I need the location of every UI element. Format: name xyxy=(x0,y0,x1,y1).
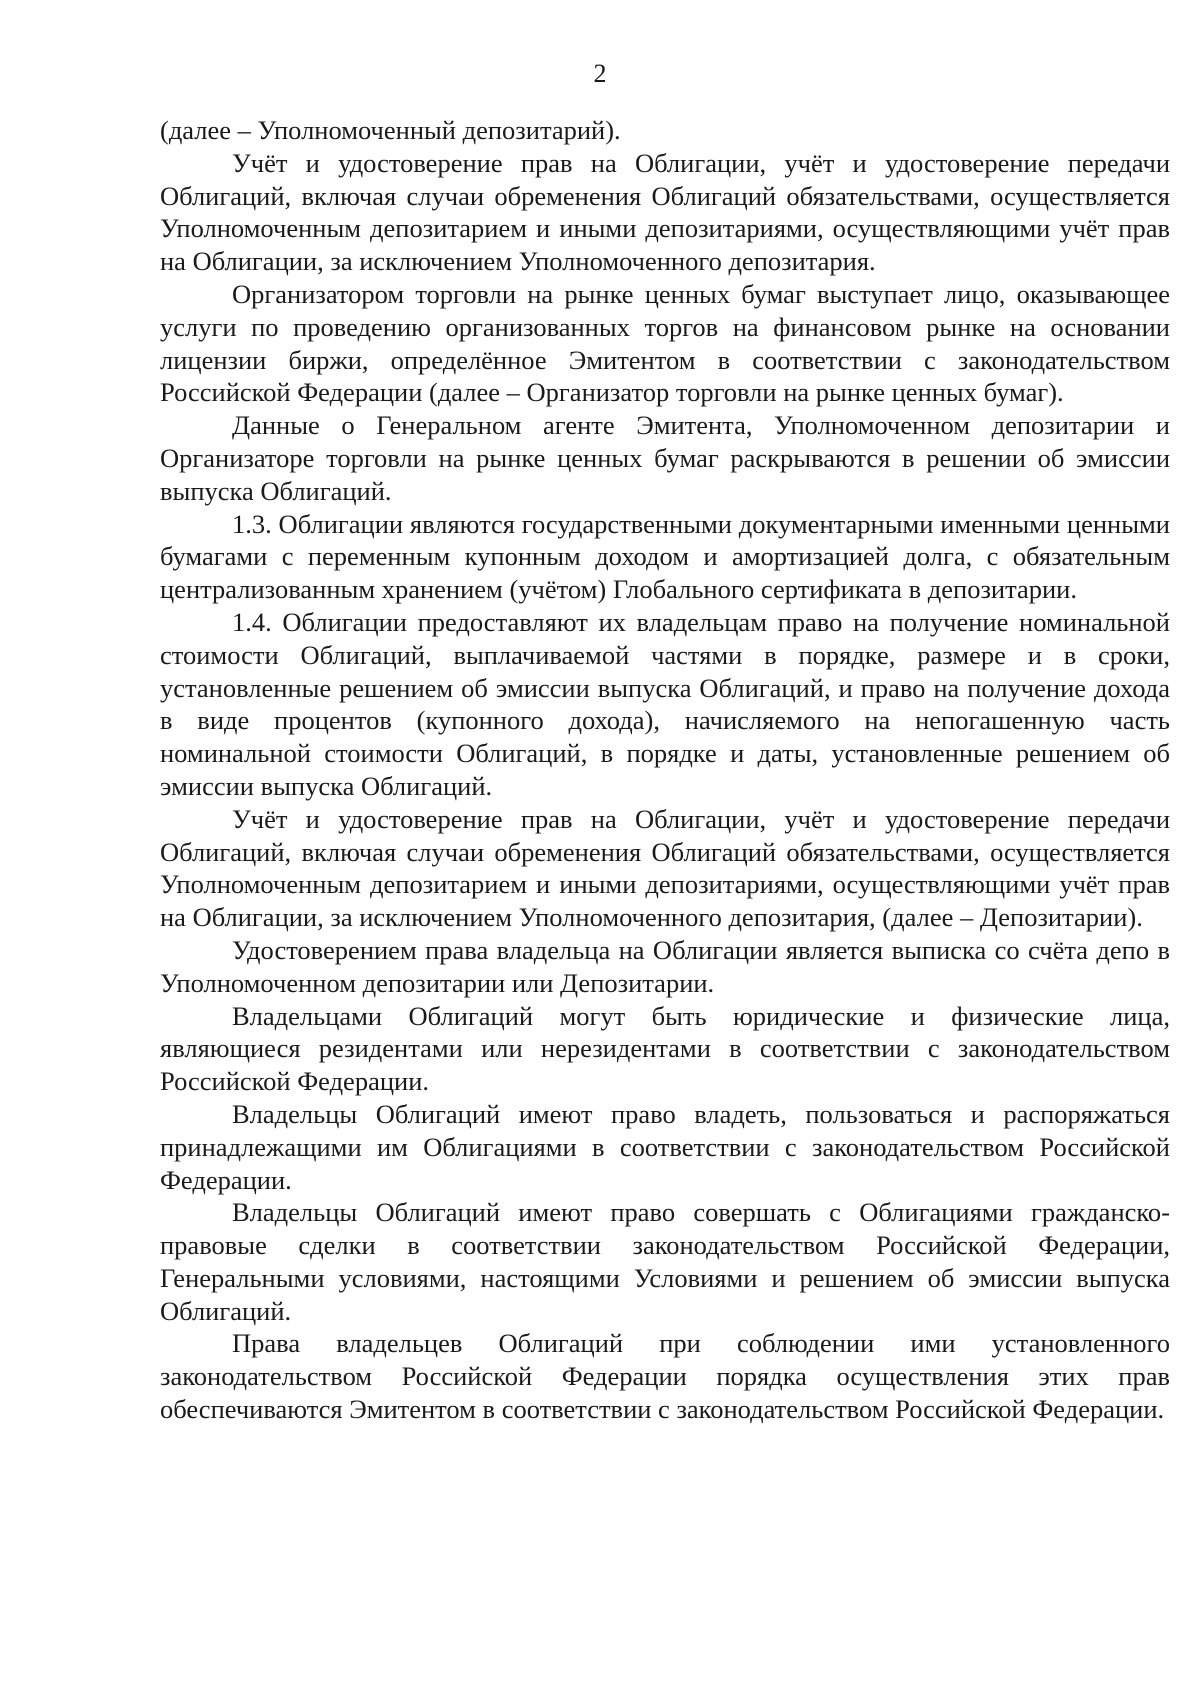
paragraph-depositaries: Учёт и удостоверение прав на Облигации, учёт и удостоверение передачи Облигаций, включая случаи обременения Облигаций обязательствами, осуществляется Уполномоченным депозитарием и иными депозитариями, осуществляющими учёт прав на Облигации, за исключением Уполномоченного депозитария, (далее – Депозитарии). xyxy=(160,803,1170,933)
paragraph-rights-guarantee: Права владельцев Облигаций при соблюдении ими установленного законодательством Российской Федерации порядка осуществления этих прав обеспечиваются Эмитентом в соответствии с законодательством Российской Федерации. xyxy=(160,1328,1170,1425)
page-number: 2 xyxy=(593,59,607,88)
paragraph-ownership-proof: Удостоверением права владельца на Облигации является выписка со счёта депо в Уполномоченном депозитарии или Депозитарии. xyxy=(160,934,1170,998)
document-body xyxy=(160,114,1170,1426)
paragraph-section-1-4: 1.4. Облигации предоставляют их владельцам право на получение номинальной стоимости Облигаций, выплачиваемой частями в порядке, размере и в сроки, установленные решением об эмиссии выпуска Облигаций, и право на получение дохода в виде процентов (купонного дохода), начисляемого на непогашенную часть номинальной стоимости Облигаций, в порядке и даты, установленные решением об эмиссии выпуска Облигаций. xyxy=(160,606,1170,801)
paragraph-transactions: Владельцы Облигаций имеют право совершать с Облигациями гражданско-правовые сделки в соответствии законодательством Российской Федерации, Генеральными условиями, настоящими Условиями и решением об эмиссии выпуска Облигаций. xyxy=(160,1197,1170,1326)
paragraph-depositary-definition: (далее – Уполномоченный депозитарий). xyxy=(160,115,621,145)
paragraph-section-1-3: 1.3. Облигации являются государственными документарными именными ценными бумагами с переменным купонным доходом и амортизацией долга, с обязательным централизованным хранением (учётом) Глобального сертификата в депозитарии. xyxy=(160,508,1170,605)
paragraph-trade-organizer: Организатором торговли на рынке ценных бумаг выступает лицо, оказывающее услуги по проведению организованных торгов на финансовом рынке на основании лицензии биржи, определённое Эмитентом в соответствии с законодательством Российской Федерации (далее – Организатор торговли на рынке ценных бумаг). xyxy=(160,278,1170,408)
paragraph-rights-accounting: Учёт и удостоверение прав на Облигации, учёт и удостоверение передачи Облигаций, включая случаи обременения Облигаций обязательствами, осуществляется Уполномоченным депозитарием и иными депозитариями, осуществляющими учёт прав на Облигации, за исключением Уполномоченного депозитария. xyxy=(160,147,1170,277)
paragraph-owners: Владельцами Облигаций могут быть юридические и физические лица, являющиеся резидентами или нерезидентами в соответствии с законодательством Российской Федерации. xyxy=(160,1000,1170,1097)
paragraph-owner-rights: Владельцы Облигаций имеют право владеть, пользоваться и распоряжаться принадлежащими им Облигациями в соответствии с законодательством Российской Федерации. xyxy=(160,1098,1170,1195)
paragraph-disclosure: Данные о Генеральном агенте Эмитента, Уполномоченном депозитарии и Организаторе торговли на рынке ценных бумаг раскрываются в решении об эмиссии выпуска Облигаций. xyxy=(160,410,1170,506)
